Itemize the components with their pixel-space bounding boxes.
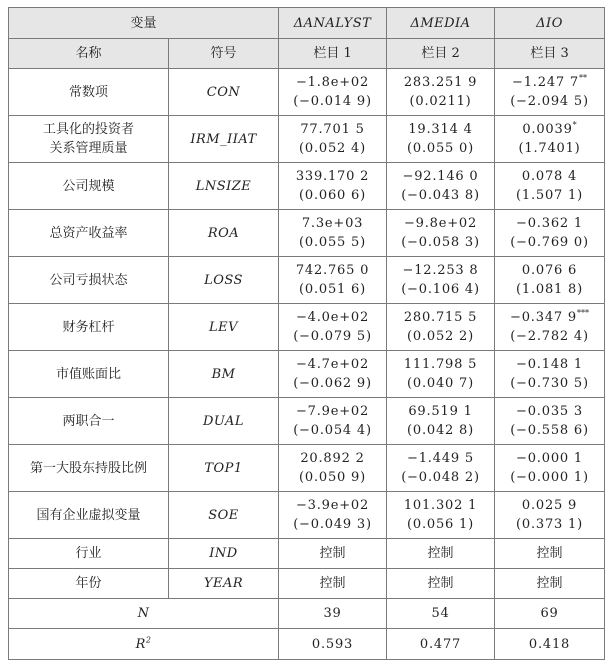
- variable-name: [9, 257, 169, 304]
- coefficient-line: [495, 449, 604, 468]
- t-statistic: (−2.782 4): [510, 329, 589, 344]
- table-row: [9, 398, 605, 445]
- coefficient-value: 69.519 1: [408, 404, 473, 419]
- t-statistic: (−2.094 5): [510, 94, 589, 109]
- statistic-row: [9, 599, 605, 629]
- coefficient-line: [279, 496, 386, 515]
- t-statistic: (0.055 0): [407, 141, 474, 156]
- coefficient-cell: [279, 69, 387, 116]
- t-statistic: (0.051 6): [299, 282, 366, 297]
- coefficient-line: [495, 73, 604, 92]
- variable-name-line: 工具化的投资者: [42, 122, 134, 137]
- coefficient-line: [387, 355, 494, 374]
- variable-symbol: LOSS: [169, 257, 279, 304]
- column-3-label: 栏目 3: [495, 39, 605, 69]
- column-3-dependent-variable: ΔIO: [495, 8, 605, 39]
- coefficient-value: −3.9e+02: [295, 498, 370, 513]
- coefficient-cell: [495, 69, 605, 116]
- column-1-label: 栏目 1: [279, 39, 387, 69]
- t-statistic: (0.052 4): [299, 141, 366, 156]
- t-statistic: (−0.000 1): [510, 470, 589, 485]
- coefficient-line: [279, 402, 386, 421]
- control-name: 行业: [9, 539, 169, 569]
- coefficient-line: [279, 355, 386, 374]
- coefficient-value: −0.362 1: [516, 216, 583, 231]
- t-statistic: (0.052 2): [407, 329, 474, 344]
- column-2-dependent-variable: ΔMEDIA: [387, 8, 495, 39]
- coefficient-cell: [495, 492, 605, 539]
- t-statistic: (−0.106 4): [401, 282, 480, 297]
- coefficient-value: −0.035 3: [516, 404, 583, 419]
- variable-name-line: 公司亏损状态: [49, 272, 128, 288]
- statistic-value: 54: [387, 599, 495, 629]
- coefficient-line: [279, 308, 386, 327]
- coefficient-cell: [387, 492, 495, 539]
- coefficient-cell: [495, 351, 605, 398]
- significance-stars: *: [572, 120, 577, 130]
- variable-name: [9, 210, 169, 257]
- coefficient-line: [387, 402, 494, 421]
- variable-name-line: 两职合一: [62, 413, 115, 429]
- t-statistic: (0.040 7): [407, 376, 474, 391]
- t-statistic: (−0.730 5): [510, 376, 589, 391]
- coefficient-value: −0.148 1: [516, 357, 583, 372]
- t-statistic: (−0.048 2): [401, 470, 480, 485]
- t-statistic: (0.0211): [409, 94, 472, 109]
- variable-name-line: 关系管理质量: [49, 141, 128, 156]
- coefficient-line: [279, 73, 386, 92]
- variable-name: [9, 398, 169, 445]
- statistic-label-cell: [9, 599, 279, 629]
- control-value: 控制: [495, 539, 605, 569]
- coefficient-line: [495, 308, 604, 327]
- t-statistic: (0.060 6): [299, 188, 366, 203]
- variable-name: [9, 492, 169, 539]
- variable-name-line: 总资产收益率: [49, 225, 128, 241]
- significance-stars: **: [578, 73, 587, 83]
- t-statistic: (0.050 9): [299, 470, 366, 485]
- t-statistic: (0.042 8): [407, 423, 474, 438]
- coefficient-cell: [279, 398, 387, 445]
- control-row: [9, 569, 605, 599]
- coefficient-cell: [387, 163, 495, 210]
- t-statistic: (1.507 1): [516, 188, 583, 203]
- t-statistic: (−0.079 5): [293, 329, 372, 344]
- variable-name: [9, 445, 169, 492]
- coefficient-cell: [279, 304, 387, 351]
- coefficient-value: 101.302 1: [403, 498, 478, 513]
- variable-name: [9, 304, 169, 351]
- coefficient-cell: [387, 116, 495, 163]
- statistic-value: 0.418: [495, 629, 605, 660]
- t-statistic: (−0.062 9): [293, 376, 372, 391]
- variable-name-line: 国有企业虚拟变量: [36, 507, 141, 523]
- coefficient-line: [495, 261, 604, 280]
- variable-name-line: 财务杠杆: [62, 319, 115, 335]
- regression-table: [8, 7, 605, 660]
- coefficient-value: 0.025 9: [521, 498, 578, 513]
- coefficient-value: −4.7e+02: [295, 357, 370, 372]
- significance-stars: ***: [576, 308, 589, 318]
- variable-name: [9, 163, 169, 210]
- coefficient-cell: [279, 492, 387, 539]
- coefficient-cell: [387, 257, 495, 304]
- t-statistic: (−0.769 0): [510, 235, 589, 250]
- coefficient-cell: [279, 257, 387, 304]
- coefficient-cell: [279, 163, 387, 210]
- coefficient-line: [387, 308, 494, 327]
- control-symbol: IND: [169, 539, 279, 569]
- header-row-dependent-variables: [9, 8, 605, 39]
- coefficient-value: 0.078 4: [521, 169, 578, 184]
- coefficient-value: 280.715 5: [403, 310, 478, 325]
- coefficient-cell: [387, 398, 495, 445]
- variable-symbol: DUAL: [169, 398, 279, 445]
- variable-symbol: IRM_IIAT: [169, 116, 279, 163]
- statistic-value: 0.593: [279, 629, 387, 660]
- coefficient-cell: [279, 116, 387, 163]
- coefficient-cell: [387, 445, 495, 492]
- variable-symbol: CON: [169, 69, 279, 116]
- table-row: [9, 163, 605, 210]
- coefficient-value: 111.798 5: [403, 357, 478, 372]
- t-statistic: (−0.049 3): [293, 517, 372, 532]
- coefficient-line: [387, 214, 494, 233]
- coefficient-value: 283.251 9: [403, 75, 478, 90]
- coefficient-value: 742.765 0: [295, 263, 370, 278]
- coefficient-line: [387, 73, 494, 92]
- coefficient-line: [279, 261, 386, 280]
- t-statistic: (0.055 5): [299, 235, 366, 250]
- coefficient-value: −12.253 8: [402, 263, 479, 278]
- t-statistic: (−0.043 8): [401, 188, 480, 203]
- statistic-value: 39: [279, 599, 387, 629]
- coefficient-value: 77.701 5: [300, 122, 365, 137]
- coefficient-cell: [279, 445, 387, 492]
- statistic-label-cell: [9, 629, 279, 660]
- coefficient-line: [387, 120, 494, 139]
- t-statistic: (1.081 8): [516, 282, 583, 297]
- control-value: 控制: [387, 539, 495, 569]
- control-row: [9, 539, 605, 569]
- coefficient-cell: [387, 69, 495, 116]
- coefficient-cell: [387, 351, 495, 398]
- variable-header: 变量: [9, 8, 279, 39]
- control-value: 控制: [387, 569, 495, 599]
- variable-name-line: 第一大股东持股比例: [29, 460, 147, 476]
- coefficient-line: [279, 167, 386, 186]
- coefficient-cell: [495, 257, 605, 304]
- variable-name: [9, 69, 169, 116]
- coefficient-value: 19.314 4: [408, 122, 473, 137]
- table-row: [9, 492, 605, 539]
- table-row: [9, 351, 605, 398]
- table-row: [9, 69, 605, 116]
- variable-symbol: LEV: [169, 304, 279, 351]
- table-row: [9, 445, 605, 492]
- coefficient-line: [279, 449, 386, 468]
- variable-name-line: 公司规模: [62, 178, 115, 194]
- coefficient-cell: [495, 163, 605, 210]
- coefficient-line: [495, 167, 604, 186]
- coefficient-cell: [279, 351, 387, 398]
- coefficient-value: 20.892 2: [300, 451, 365, 466]
- coefficient-line: [495, 496, 604, 515]
- coefficient-value: 0.0039: [522, 122, 573, 137]
- coefficient-value: −1.449 5: [407, 451, 474, 466]
- coefficient-value: −9.8e+02: [403, 216, 478, 231]
- coefficient-value: 7.3e+03: [301, 216, 364, 231]
- control-name: 年份: [9, 569, 169, 599]
- coefficient-value: −0.347 9: [510, 310, 577, 325]
- table-row: [9, 116, 605, 163]
- coefficient-line: [387, 167, 494, 186]
- statistic-row: [9, 629, 605, 660]
- table-row: [9, 304, 605, 351]
- coefficient-value: −0.000 1: [516, 451, 583, 466]
- statistic-label: R: [135, 636, 146, 652]
- coefficient-line: [495, 120, 604, 139]
- symbol-header: 符号: [169, 39, 279, 69]
- t-statistic: (−0.014 9): [293, 94, 372, 109]
- coefficient-cell: [495, 304, 605, 351]
- variable-name: [9, 351, 169, 398]
- table-row: [9, 210, 605, 257]
- coefficient-line: [495, 355, 604, 374]
- coefficient-cell: [495, 445, 605, 492]
- t-statistic: (−0.054 4): [293, 423, 372, 438]
- coefficient-cell: [495, 116, 605, 163]
- coefficient-line: [279, 214, 386, 233]
- statistic-superscript: 2: [145, 635, 152, 645]
- variable-symbol: LNSIZE: [169, 163, 279, 210]
- control-symbol: YEAR: [169, 569, 279, 599]
- t-statistic: (−0.058 3): [401, 235, 480, 250]
- variable-symbol: SOE: [169, 492, 279, 539]
- variable-name-line: 市值账面比: [55, 366, 121, 382]
- variable-name-line: 常数项: [68, 84, 108, 100]
- coefficient-value: −1.8e+02: [295, 75, 370, 90]
- t-statistic: (−0.558 6): [510, 423, 589, 438]
- coefficient-value: −92.146 0: [402, 169, 479, 184]
- statistic-label: N: [137, 606, 150, 621]
- coefficient-value: 339.170 2: [295, 169, 370, 184]
- coefficient-line: [279, 120, 386, 139]
- coefficient-line: [495, 402, 604, 421]
- control-value: 控制: [279, 539, 387, 569]
- coefficient-cell: [387, 210, 495, 257]
- coefficient-value: −1.247 7: [512, 75, 579, 90]
- control-value: 控制: [495, 569, 605, 599]
- coefficient-value: −7.9e+02: [295, 404, 370, 419]
- statistic-value: 69: [495, 599, 605, 629]
- coefficient-line: [387, 496, 494, 515]
- name-header: 名称: [9, 39, 169, 69]
- coefficient-line: [495, 214, 604, 233]
- coefficient-value: 0.076 6: [521, 263, 578, 278]
- variable-symbol: BM: [169, 351, 279, 398]
- coefficient-line: [387, 261, 494, 280]
- coefficient-cell: [279, 210, 387, 257]
- variable-symbol: TOP1: [169, 445, 279, 492]
- coefficient-value: −4.0e+02: [295, 310, 370, 325]
- t-statistic: (0.056 1): [407, 517, 474, 532]
- coefficient-cell: [495, 398, 605, 445]
- coefficient-cell: [495, 210, 605, 257]
- variable-symbol: ROA: [169, 210, 279, 257]
- header-row-columns: [9, 39, 605, 69]
- control-value: 控制: [279, 569, 387, 599]
- coefficient-line: [387, 449, 494, 468]
- statistic-value: 0.477: [387, 629, 495, 660]
- column-2-label: 栏目 2: [387, 39, 495, 69]
- coefficient-cell: [387, 304, 495, 351]
- table-row: [9, 257, 605, 304]
- column-1-dependent-variable: ΔANALYST: [279, 8, 387, 39]
- variable-name: [9, 116, 169, 163]
- t-statistic: (0.373 1): [516, 517, 583, 532]
- t-statistic: (1.7401): [518, 141, 581, 156]
